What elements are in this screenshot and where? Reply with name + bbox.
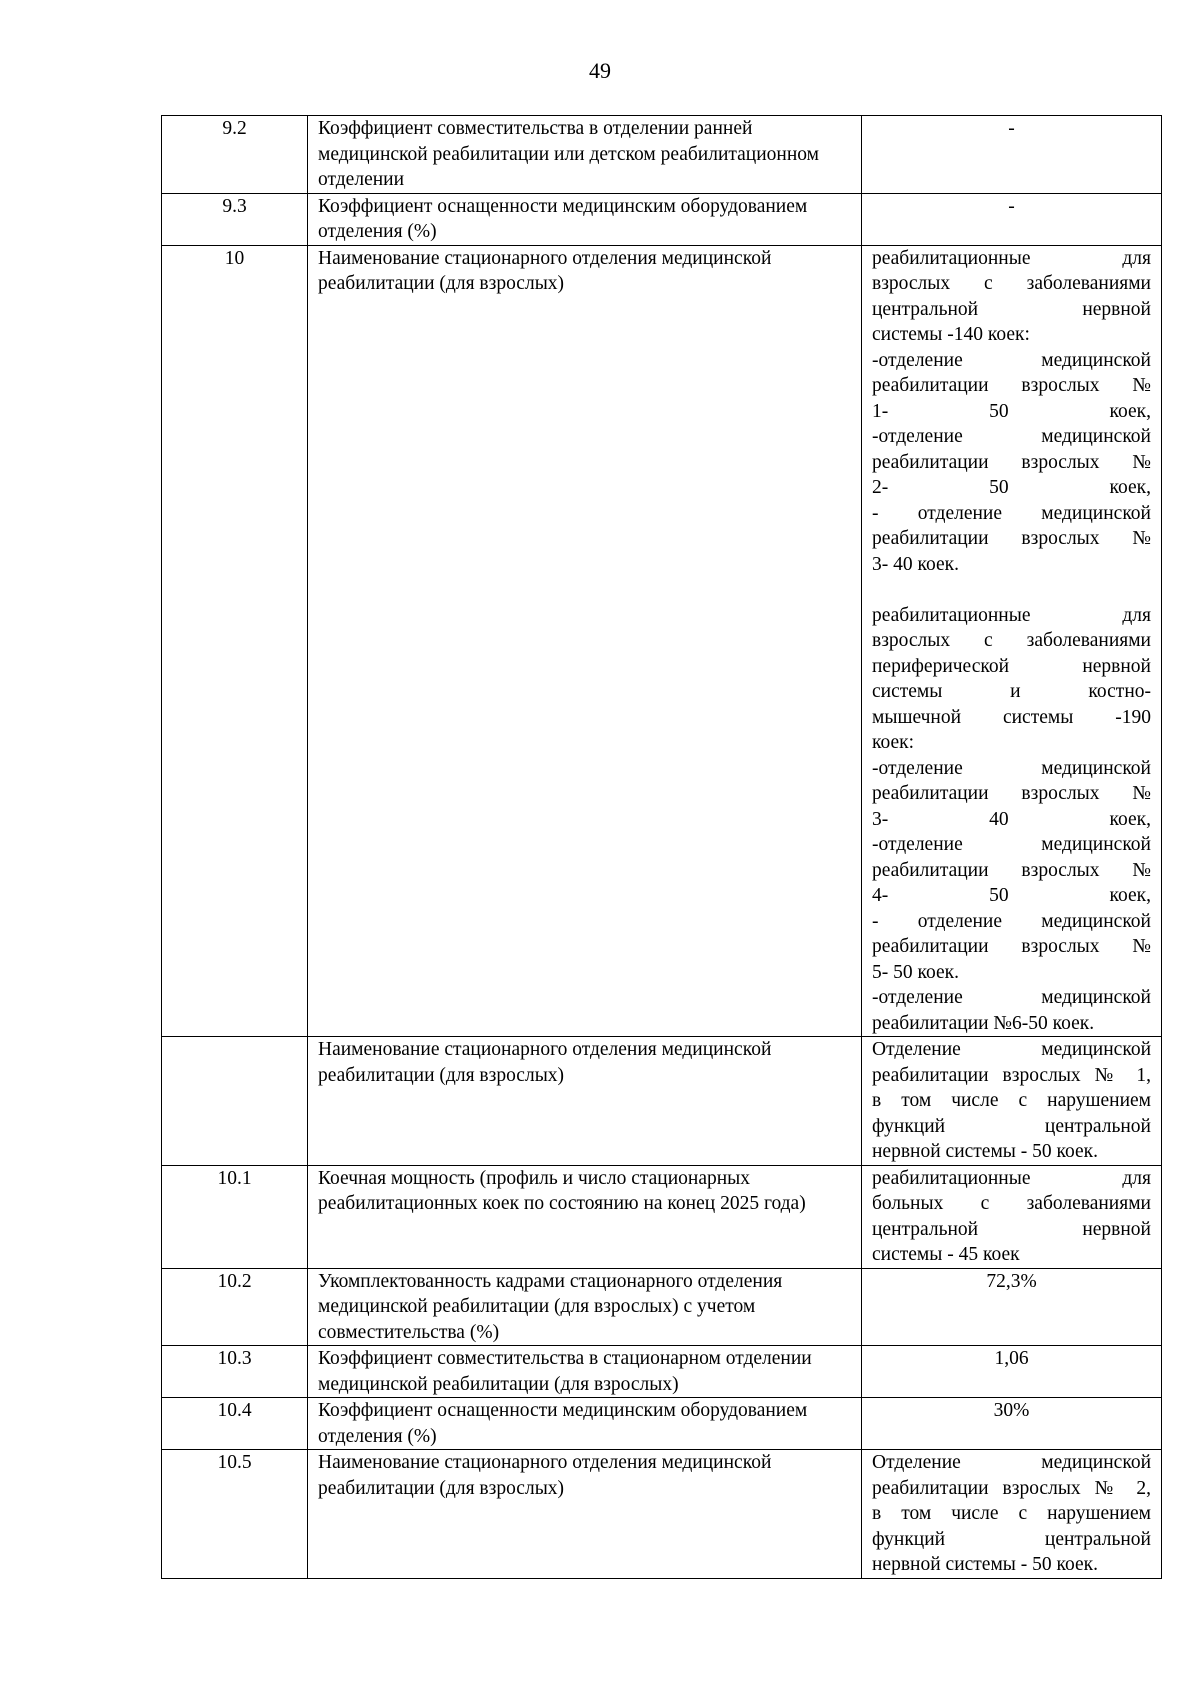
- value-line: системы -140 коек:: [872, 324, 1030, 345]
- row-value: [862, 245, 1162, 1037]
- row-indicator-name: Наименование стационарного отделения медицинской реабилитации (для взрослых): [308, 245, 862, 1037]
- value-line: нервной системы - 50 коек.: [872, 1554, 1099, 1575]
- value-line: функций центральной: [872, 1528, 1151, 1550]
- value-line: реабилитации взрослых №: [872, 451, 1151, 473]
- value-line: 3- 40 коек,: [872, 808, 1151, 830]
- value-line: реабилитационные для: [872, 604, 1151, 626]
- row-indicator-name: Коэффициент оснащенности медицинским оборудованием отделения (%): [308, 193, 862, 245]
- row-value: -: [862, 193, 1162, 245]
- value-line: взрослых с заболеваниями: [872, 630, 1151, 651]
- value-line: -отделение медицинской: [872, 834, 1151, 855]
- row-number: 9.2: [162, 116, 308, 194]
- table-body: [162, 116, 1162, 1579]
- row-indicator-name: Коэффициент оснащенности медицинским оборудованием отделения (%): [308, 1398, 862, 1450]
- value-line: системы и костно-: [872, 681, 1151, 702]
- row-value: 1,06: [862, 1346, 1162, 1398]
- value-line: - отделение медицинской: [872, 502, 1151, 524]
- value-line: нервной системы - 50 коек.: [872, 1141, 1099, 1162]
- value-line: центральной нервной: [872, 1218, 1151, 1240]
- value-line: -отделение медицинской: [872, 757, 1151, 779]
- row-number: 10: [162, 245, 308, 1037]
- value-line: мышечной системы -190: [872, 706, 1151, 728]
- value-line: 3- 40 коек.: [872, 553, 959, 575]
- value-line: реабилитации взрослых №: [872, 859, 1151, 881]
- value-line: - отделение медицинской: [872, 910, 1151, 932]
- row-number: 10.2: [162, 1268, 308, 1346]
- value-line: в том числе с нарушением: [872, 1503, 1151, 1524]
- row-indicator-name: Наименование стационарного отделения медицинской реабилитации (для взрослых): [308, 1037, 862, 1166]
- value-line: реабилитации взрослых № 1,: [872, 1064, 1151, 1086]
- value-line: периферической нервной: [872, 655, 1151, 677]
- row-indicator-name: Наименование стационарного отделения медицинской реабилитации (для взрослых): [308, 1450, 862, 1579]
- row-value: [862, 1165, 1162, 1268]
- value-line: функций центральной: [872, 1115, 1151, 1137]
- value-line: реабилитации взрослых № 2,: [872, 1477, 1151, 1499]
- value-line: реабилитационные для: [872, 247, 1151, 269]
- row-value: [862, 1037, 1162, 1166]
- value-line: системы - 45 коек: [872, 1244, 1020, 1265]
- value-line: центральной нервной: [872, 298, 1151, 320]
- value-line: в том числе с нарушением: [872, 1090, 1151, 1111]
- value-line: реабилитации №6-50 коек.: [872, 1012, 1095, 1034]
- row-number: 10.4: [162, 1398, 308, 1450]
- table-row: [162, 245, 1162, 1037]
- value-line: Отделение медицинской: [872, 1452, 1151, 1473]
- row-number: 10.5: [162, 1450, 308, 1579]
- value-line: реабилитации взрослых №: [872, 783, 1151, 804]
- value-line: взрослых с заболеваниями: [872, 273, 1151, 294]
- value-line: 4- 50 коек,: [872, 885, 1151, 906]
- value-line: реабилитационные для: [872, 1167, 1151, 1189]
- table-row: [162, 1165, 1162, 1268]
- value-line: коек:: [872, 732, 915, 753]
- page-number: 49: [589, 58, 611, 83]
- value-line: реабилитации взрослых №: [872, 936, 1151, 957]
- value-line: 1- 50 коек,: [872, 400, 1151, 422]
- table-row: [162, 1346, 1162, 1398]
- table-row: [162, 1037, 1162, 1166]
- row-value: -: [862, 116, 1162, 194]
- value-line: реабилитации взрослых №: [872, 528, 1151, 549]
- value-line: -отделение медицинской: [872, 987, 1151, 1008]
- value-line: больных с заболеваниями: [872, 1193, 1151, 1214]
- table-row: [162, 1398, 1162, 1450]
- row-indicator-name: Коэффициент совместительства в отделении ранней медицинской реабилитации или детском реабилитационном отделении: [308, 116, 862, 194]
- row-number: 10.3: [162, 1346, 308, 1398]
- value-line: -отделение медицинской: [872, 349, 1151, 371]
- row-indicator-name: Укомплектованность кадрами стационарного отделения медицинской реабилитации (для взрослых) с учетом совместительства (%): [308, 1268, 862, 1346]
- row-value: [862, 1450, 1162, 1579]
- row-value: 72,3%: [862, 1268, 1162, 1346]
- row-number: 9.3: [162, 193, 308, 245]
- row-indicator-name: Коэффициент совместительства в стационарном отделении медицинской реабилитации (для взрослых): [308, 1346, 862, 1398]
- indicators-table: [161, 115, 1162, 1579]
- table-row: [162, 116, 1162, 194]
- table-row: [162, 1450, 1162, 1579]
- table-row: [162, 193, 1162, 245]
- value-blank-line: [872, 577, 1151, 603]
- row-indicator-name: Коечная мощность (профиль и число стационарных реабилитационных коек по состоянию на конец 2025 года): [308, 1165, 862, 1268]
- value-line: 5- 50 коек.: [872, 961, 959, 983]
- row-number: [162, 1037, 308, 1166]
- row-value: 30%: [862, 1398, 1162, 1450]
- row-number: 10.1: [162, 1165, 308, 1268]
- value-line: -отделение медицинской: [872, 426, 1151, 447]
- value-line: реабилитации взрослых №: [872, 375, 1151, 396]
- table-row: [162, 1268, 1162, 1346]
- value-line: Отделение медицинской: [872, 1039, 1151, 1060]
- value-line: 2- 50 коек,: [872, 477, 1151, 498]
